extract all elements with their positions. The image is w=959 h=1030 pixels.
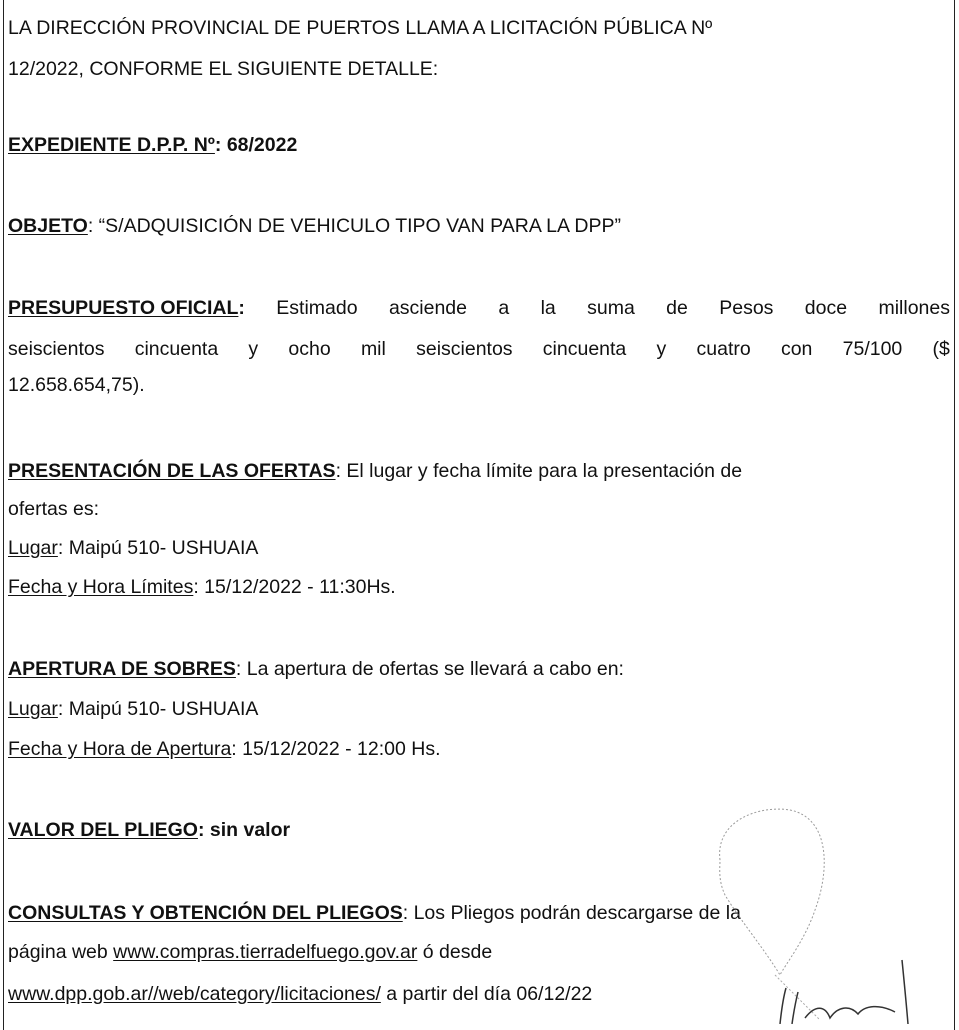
fecha-label: Fecha y Hora Límites <box>8 576 194 598</box>
expediente-value: : 68/2022 <box>214 134 298 156</box>
expediente-label: EXPEDIENTE D.P.P. Nº <box>8 134 215 156</box>
handwritten-signature <box>680 800 940 1024</box>
presentacion-fecha: Fecha y Hora Límites: 15/12/2022 - 11:30Hs. <box>8 576 396 598</box>
consultas-line-3: www.dpp.gob.ar//web/category/licitaciones/ a partir del día 06/12/22 <box>8 983 593 1005</box>
objeto-value: : “S/ADQUISICIÓN DE VEHICULO TIPO VAN PARA LA DPP” <box>87 215 621 237</box>
objeto-line <box>8 214 621 238</box>
presupuesto-label: PRESUPUESTO OFICIAL <box>8 297 239 319</box>
presentacion-line-1: PRESENTACIÓN DE LAS OFERTAS: El lugar y fecha límite para la presentación de <box>8 460 743 482</box>
apertura-fecha: Fecha y Hora de Apertura: 15/12/2022 - 12:00 Hs. <box>8 738 441 760</box>
presupuesto-line-2: seiscientos cincuenta y ocho mil seiscientos cincuenta y cuatro con 75/100 ($ <box>8 338 950 360</box>
valor-value: : sin valor <box>197 819 291 841</box>
presentacion-line-2: ofertas es: <box>8 498 100 520</box>
expediente-line <box>8 133 297 157</box>
valor-line <box>8 818 290 842</box>
consultas-label: CONSULTAS Y OBTENCIÓN DEL PLIEGOS <box>8 902 403 924</box>
apertura-line-1: APERTURA DE SOBRES: La apertura de ofertas se llevará a cabo en: <box>8 658 624 680</box>
apertura-label: APERTURA DE SOBRES <box>8 658 236 680</box>
apertura-lugar: Lugar: Maipú 510- USHUAIA <box>8 698 259 720</box>
presupuesto-line-1: PRESUPUESTO OFICIAL: Estimado asciende a la suma de Pesos doce millones <box>8 297 950 319</box>
link-dpp[interactable]: www.dpp.gob.ar//web/category/licitaciones/ <box>8 983 381 1005</box>
lugar-label: Lugar <box>8 537 58 559</box>
consultas-line-2: página web www.compras.tierradelfuego.gov.ar ó desde <box>8 941 493 963</box>
presentacion-label: PRESENTACIÓN DE LAS OFERTAS <box>8 460 336 482</box>
valor-label: VALOR DEL PLIEGO <box>8 819 198 841</box>
presupuesto-line-3: 12.658.654,75). <box>8 374 145 396</box>
lugar-label: Lugar <box>8 698 58 720</box>
link-compras[interactable]: www.compras.tierradelfuego.gov.ar <box>113 941 418 963</box>
fecha-label: Fecha y Hora de Apertura <box>8 738 232 760</box>
objeto-label: OBJETO <box>8 215 88 237</box>
presentacion-lugar: Lugar: Maipú 510- USHUAIA <box>8 537 259 559</box>
consultas-line-1: CONSULTAS Y OBTENCIÓN DEL PLIEGOS: Los Pliegos podrán descargarse de la <box>8 902 741 924</box>
intro-line-1: LA DIRECCIÓN PROVINCIAL DE PUERTOS LLAMA A LICITACIÓN PÚBLICA Nº <box>8 17 713 39</box>
intro-line-2: 12/2022, CONFORME EL SIGUIENTE DETALLE: <box>8 58 439 80</box>
